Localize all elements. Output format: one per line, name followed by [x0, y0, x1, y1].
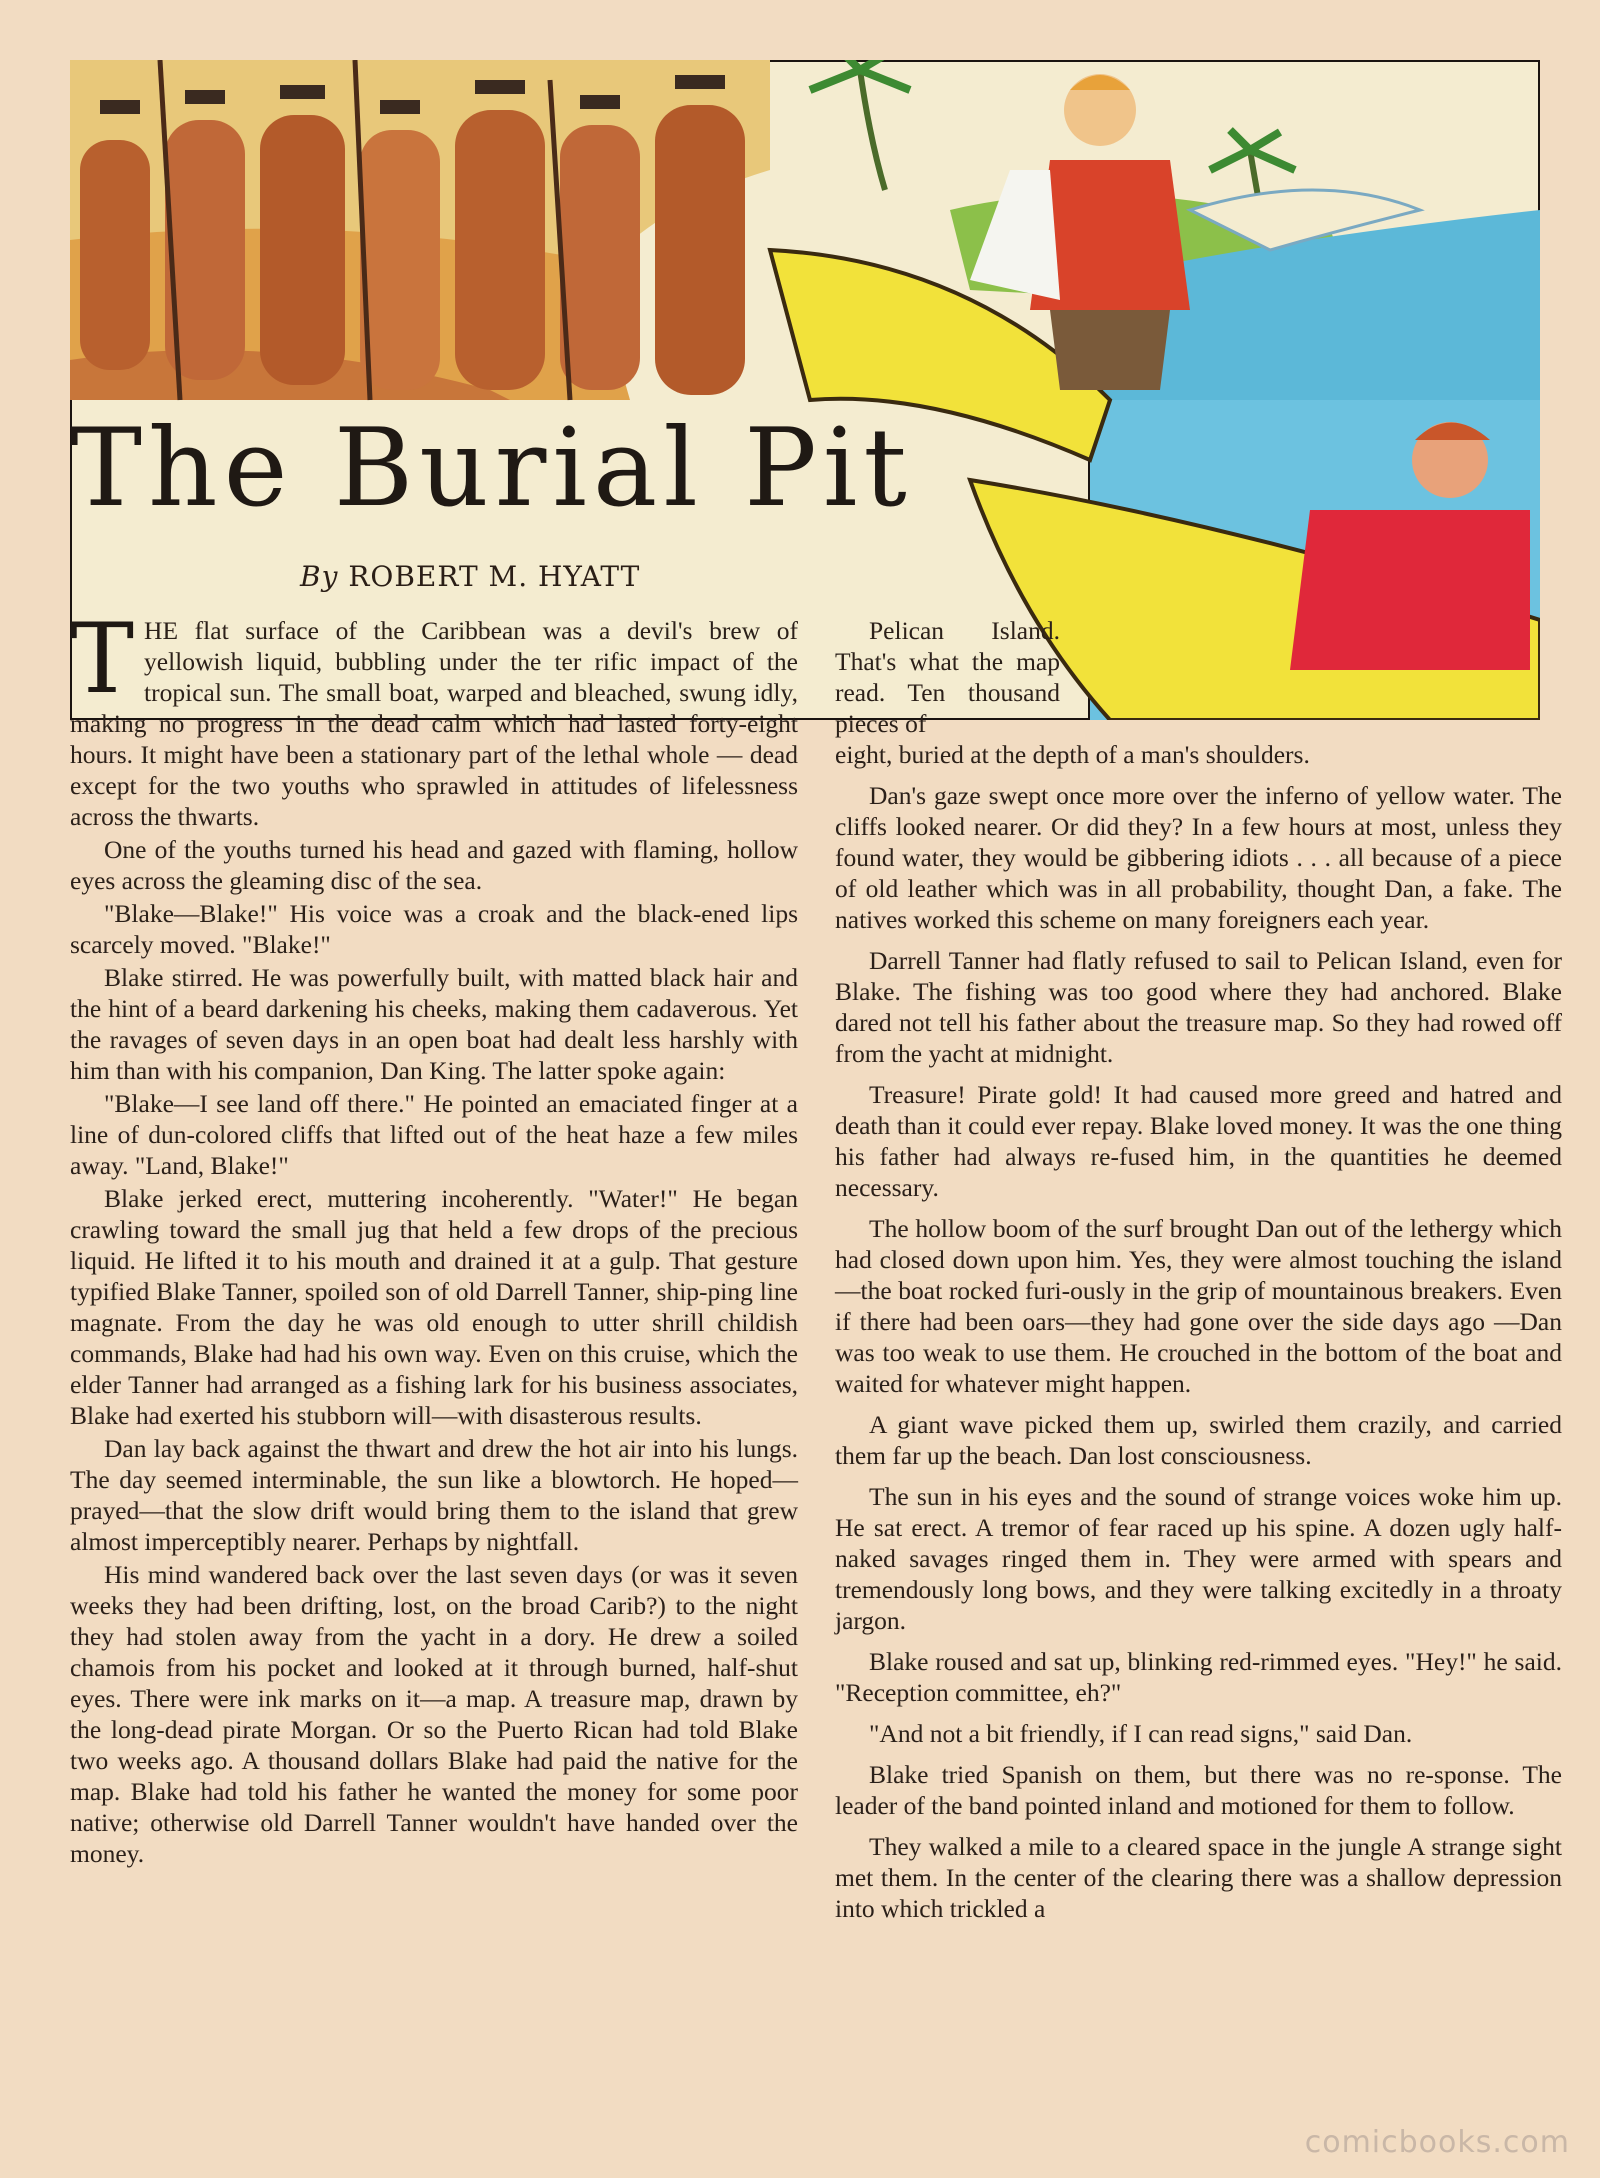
paragraph: Dan lay back against the thwart and drew the hot air into his lungs. The day seemed interminable, the sun like a blowtorch. He hoped—prayed—that the slow drift would bring them to the island that grew almost imperceptibly nearer. Perhaps by nightfall.	[70, 1434, 798, 1556]
paragraph: "Blake—I see land off there." He pointed an emaciated finger at a line of dun-colored cliffs that lifted out of the heat haze a few miles away. "Land, Blake!"	[70, 1089, 798, 1180]
paragraph: His mind wandered back over the last seven days (or was it seven weeks they had been drifting, lost, on the broad Carib?) to the night they had stolen away from the yacht in a dory. He drew a soiled chamois from his pocket and looked at it through burned, half-shut eyes. There were ink marks on it—a map. A treasure map, drawn by the long-dead pirate Morgan. Or so the Puerto Rican had told Blake two weeks ago. A thousand dollars Blake had paid the native for the map. Blake had told his father he wanted the money for some poor native; otherwise old Darrell Tanner wouldn't have handed over the money.	[70, 1560, 798, 1868]
byline	[300, 560, 800, 593]
paragraph: They walked a mile to a cleared space in the jungle A strange sight met them. In the center of the clearing there was a shallow depression into which trickled a	[835, 1832, 1562, 1923]
paragraph-continued: eight, buried at the depth of a man's shoulders.	[835, 740, 1310, 769]
byline-by: By	[300, 560, 339, 593]
watermark: comicbooks.com	[1304, 2125, 1570, 2160]
paragraph: A giant wave picked them up, swirled them crazily, and carried them far up the beach. Dan lost consciousness.	[835, 1410, 1562, 1470]
paragraph: THE flat surface of the Caribbean was a devil's brew of yellowish liquid, bubbling under the ter rific impact of the tropical sun. The small boat, warped and bleached, swung idly, making no progress in the dead calm which had lasted forty-eight hours. It might have been a stationary part of the lethal whole — dead except for the two youths who sprawled in attitudes of lifelessness across the thwarts.	[70, 603, 798, 831]
paragraph: "Blake—Blake!" His voice was a croak and the black-ened lips scarcely moved. "Blake!"	[70, 899, 798, 959]
paragraph-narrow: Pelican Island. That's what the map read. Ten thousand pieces of	[835, 616, 1060, 738]
column-right	[835, 615, 1562, 1934]
paragraph: Dan's gaze swept once more over the inferno of yellow water. The cliffs looked nearer. Or did they? In a few hours at most, unless they found water, they would be gibbering idiots . . . all because of a piece of old leather which was in all probability, thought Dan, a fake. The natives worked this scheme on many foreigners each year.	[835, 781, 1562, 934]
story-title: The Burial Pit	[70, 406, 913, 531]
column-left	[70, 603, 798, 1871]
paragraph: Blake stirred. He was powerfully built, with matted black hair and the hint of a beard darkening his cheeks, making them cadaverous. Yet the ravages of seven days in an open boat had dealt less harshly with him than with his companion, Dan King. The latter spoke again:	[70, 963, 798, 1085]
paragraph: Treasure! Pirate gold! It had caused more greed and hatred and death than it could ever repay. Blake loved money. It was the one thing his father had always re-fused him, in the quantities he deemed necessary.	[835, 1080, 1562, 1202]
paragraph: Blake tried Spanish on them, but there was no re-sponse. The leader of the band pointed inland and motioned for them to follow.	[835, 1760, 1562, 1820]
byline-author: ROBERT M. HYATT	[348, 560, 641, 593]
paragraph: Darrell Tanner had flatly refused to sail to Pelican Island, even for Blake. The fishing was too good where they had anchored. Blake dared not tell his father about the treasure map. So they had rowed off from the yacht at midnight.	[835, 946, 1562, 1068]
paragraph: The sun in his eyes and the sound of strange voices woke him up. He sat erect. A tremor of fear raced up his spine. A dozen ugly half-naked savages ringed them in. They were armed with spears and tremendously long bows, and they were talking excitedly in a throaty jargon.	[835, 1482, 1562, 1635]
paragraph: Blake roused and sat up, blinking red-rimmed eyes. "Hey!" he said. "Reception committee, eh?"	[835, 1647, 1562, 1707]
paragraph: Blake jerked erect, muttering incoherently. "Water!" He began crawling toward the small jug that held a few drops of the precious liquid. He lifted it to his mouth and drained it at a gulp. That gesture typified Blake Tanner, spoiled son of old Darrell Tanner, ship-ping line magnate. From the day he was old enough to utter shrill childish commands, Blake had had his own way. Even on this cruise, which the elder Tanner had arranged as a fishing lark for his business associates, Blake had exerted his stubborn will—with disasterous results.	[70, 1184, 798, 1430]
paragraph: "And not a bit friendly, if I can read signs," said Dan.	[869, 1719, 1413, 1748]
paragraph: The hollow boom of the surf brought Dan out of the lethergy which had closed down upon him. Yes, they were almost touching the island—the boat rocked furi-ously in the grip of mountainous breakers. Even if there had been oars—they had gone over the side days ago —Dan was too weak to use them. He crouched in the bottom of the boat and waited for whatever might happen.	[835, 1214, 1562, 1398]
drop-cap: T	[70, 603, 135, 715]
paragraph: One of the youths turned his head and gazed with flaming, hollow eyes across the gleaming disc of the sea.	[70, 835, 798, 895]
